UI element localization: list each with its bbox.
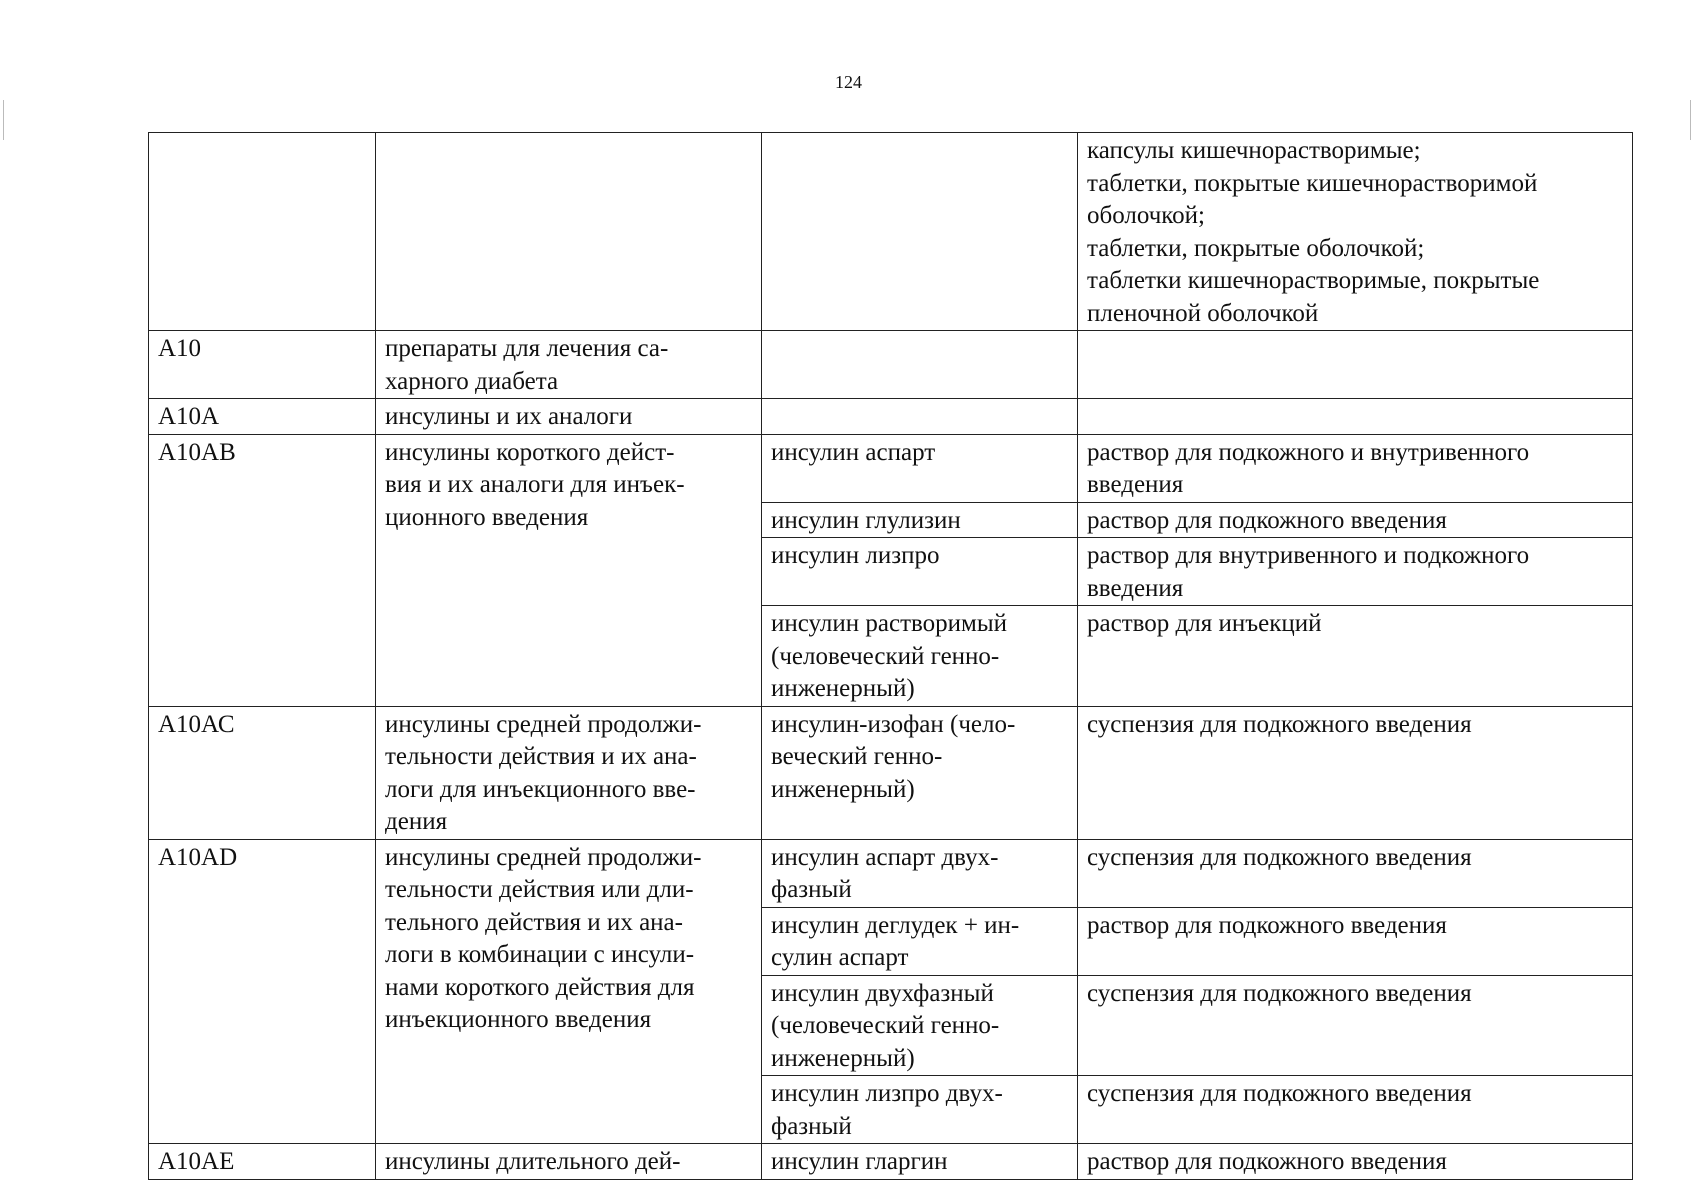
drug-name-cell: инсулин деглудек + ин- сулин аспарт — [762, 907, 1078, 975]
table-row — [149, 839, 1633, 907]
drug-name-cell: инсулин-изофан (чело- веческий генно- инженерный) — [762, 706, 1078, 839]
drug-name-cell: инсулин лизпро — [762, 538, 1078, 606]
drug-name-cell: инсулин гларгин — [762, 1144, 1078, 1180]
atc-code-cell: А10АС — [149, 706, 376, 839]
group-name-cell: инсулины длительного дей- — [376, 1144, 762, 1180]
table-row — [149, 1144, 1633, 1180]
table-row — [149, 331, 1633, 399]
dosage-form-cell: раствор для подкожного и внутривенного введения — [1078, 434, 1633, 502]
group-name-cell: инсулины и их аналоги — [376, 399, 762, 435]
dosage-form-cell: раствор для инъекций — [1078, 606, 1633, 707]
drug-name-cell: инсулин двухфазный (человеческий генно- инженерный) — [762, 975, 1078, 1076]
drug-name-cell: инсулин аспарт двух- фазный — [762, 839, 1078, 907]
dosage-form-cell: раствор для подкожного введения — [1078, 907, 1633, 975]
atc-code-cell — [149, 133, 376, 331]
drug-name-cell — [762, 133, 1078, 331]
dosage-form-cell: раствор для подкожного введения — [1078, 1144, 1633, 1180]
group-name-cell: инсулины средней продолжи- тельности действия или дли- тельного действия и их ана- логи в комбинации с инсули- нами короткого действия для инъекционного введения — [376, 839, 762, 1144]
dosage-form-cell: раствор для подкожного введения — [1078, 502, 1633, 538]
atc-code-cell: А10AD — [149, 839, 376, 1144]
dosage-form-cell: капсулы кишечнорастворимые; таблетки, покрытые кишечнорастворимой оболочкой; таблетки, покрытые оболочкой; таблетки кишечнорастворимые, покрытые пленочной оболочкой — [1078, 133, 1633, 331]
drug-name-cell: инсулин лизпро двух- фазный — [762, 1076, 1078, 1144]
drug-name-cell: инсулин глулизин — [762, 502, 1078, 538]
drug-name-cell — [762, 399, 1078, 435]
table-row — [149, 706, 1633, 839]
dosage-form-cell: раствор для внутривенного и подкожного введения — [1078, 538, 1633, 606]
table-row — [149, 133, 1633, 331]
atc-code-cell: А10АЕ — [149, 1144, 376, 1180]
dosage-form-cell: суспензия для подкожного введения — [1078, 839, 1633, 907]
atc-code-cell: А10 — [149, 331, 376, 399]
dosage-form-cell — [1078, 399, 1633, 435]
group-name-cell: инсулины короткого дейст- вия и их аналоги для инъек- ционного введения — [376, 434, 762, 706]
dosage-form-cell: суспензия для подкожного введения — [1078, 706, 1633, 839]
drug-name-cell: инсулин растворимый (человеческий генно- инженерный) — [762, 606, 1078, 707]
dosage-form-cell — [1078, 331, 1633, 399]
atc-code-cell: А10А — [149, 399, 376, 435]
table-row — [149, 399, 1633, 435]
drug-name-cell — [762, 331, 1078, 399]
group-name-cell — [376, 133, 762, 331]
group-name-cell: инсулины средней продолжи- тельности действия и их ана- логи для инъекционного вве- дения — [376, 706, 762, 839]
atc-code-cell: А10АВ — [149, 434, 376, 706]
group-name-cell: препараты для лечения са- харного диабета — [376, 331, 762, 399]
scan-edge-mark — [3, 100, 4, 140]
dosage-form-cell: суспензия для подкожного введения — [1078, 975, 1633, 1076]
table-row — [149, 434, 1633, 502]
page-number: 124 — [835, 72, 862, 92]
dosage-form-cell: суспензия для подкожного введения — [1078, 1076, 1633, 1144]
scan-edge-mark — [1690, 100, 1691, 140]
drug-table — [148, 132, 1633, 1180]
drug-name-cell: инсулин аспарт — [762, 434, 1078, 502]
